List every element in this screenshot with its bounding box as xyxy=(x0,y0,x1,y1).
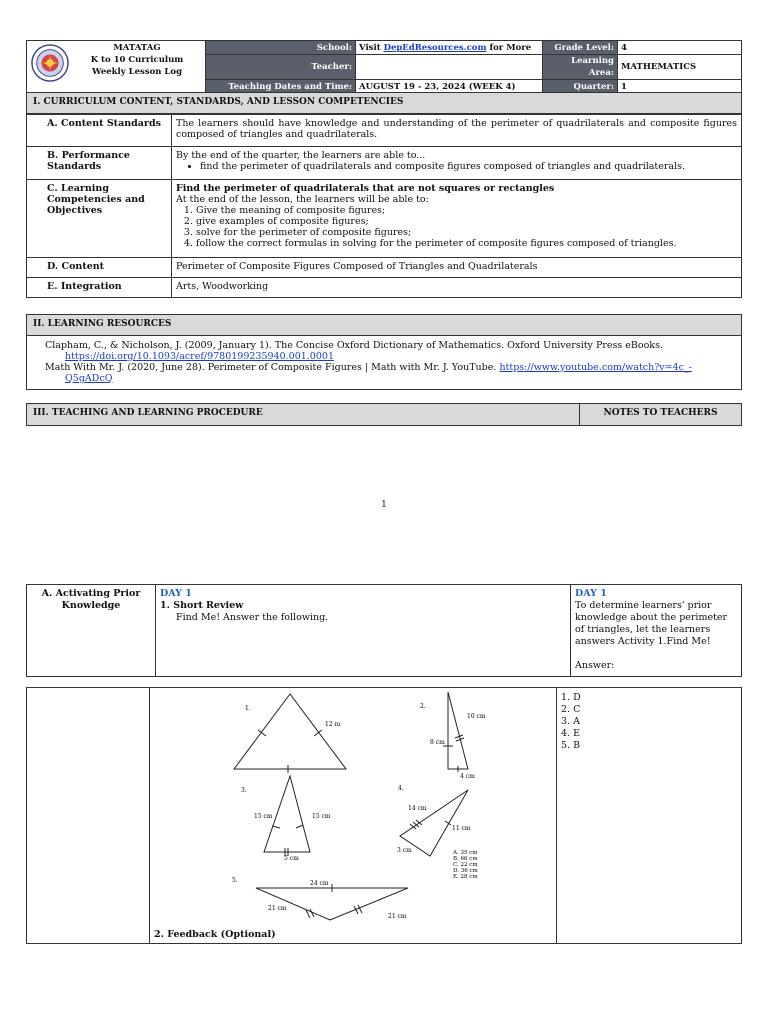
fig1-triangle xyxy=(234,694,346,769)
school-value: Visit DepEdResources.com for More xyxy=(356,41,543,55)
choice-item: E. 28 cm xyxy=(453,874,478,880)
content-standards-text: The learners should have knowledge and understanding of the perimeter of quadrilaterals and composite figures composed of triangles and quadrilaterals. xyxy=(172,115,742,147)
objective-item: 1. Give the meaning of composite figures; xyxy=(196,205,737,216)
performance-standards-cell xyxy=(172,147,742,180)
choice-item: A. 35 cm xyxy=(453,850,478,856)
triangles-figure xyxy=(150,688,556,924)
activity-notes xyxy=(571,585,742,677)
teacher-label: Teacher: xyxy=(206,55,356,80)
fig4-top-label: 14 cm xyxy=(408,805,427,812)
fig1-side-label: 12 m xyxy=(325,721,341,728)
fig3-base-label: 5 cm xyxy=(284,855,299,862)
fig5-triangle xyxy=(256,888,408,920)
area-label: Learning Area: xyxy=(543,55,618,80)
performance-standards-label: B. Performance Standards xyxy=(27,147,172,180)
short-review-title: 1. Short Review xyxy=(160,600,244,611)
feedback-title: 2. Feedback (Optional) xyxy=(154,929,276,940)
day-label: DAY 1 xyxy=(160,588,192,599)
reference-2: Math With Mr. J. (2020, June 28). Perimeter of Composite Figures | Math with Mr. J. YouTube. https://www.youtube.com/watch?v=4c_- Q5gADcQ xyxy=(45,362,692,384)
performance-bullet: • find the perimeter of quadrilaterals and composite figures composed of triangles and quadrilaterals. xyxy=(200,161,737,172)
competencies-label: C. Learning Competencies and Objectives xyxy=(27,180,172,258)
quarter-value: 1 xyxy=(618,80,742,94)
integration-text: Arts, Woodworking xyxy=(172,278,742,298)
notes-text: To determine learners' prior knowledge about the perimeter of triangles, let the learners answers Activity 1.Find Me! xyxy=(575,600,728,647)
integration-label: E. Integration xyxy=(27,278,172,298)
doc-type: Weekly Lesson Log xyxy=(91,67,183,77)
dates-label: Teaching Dates and Time: xyxy=(206,80,356,94)
figure-table xyxy=(26,687,742,944)
fig3-right-label: 15 cm xyxy=(312,813,331,820)
objective-item: 2. give examples of composite figures; xyxy=(196,216,737,227)
grade-value: 4 xyxy=(618,41,742,55)
area-value: MATHEMATICS xyxy=(618,55,742,80)
reference-1: Clapham, C., & Nicholson, J. (2009, January 1). The Concise Oxford Dictionary of Mathematics. Oxford University Press eBooks. https://doi.org/10.1093/acref/9780199235940.001.0001 xyxy=(45,340,663,362)
empty-label-cell xyxy=(27,688,150,944)
activity-content xyxy=(156,585,571,677)
fig4-number: 4. xyxy=(398,785,404,792)
curriculum-table xyxy=(26,114,742,298)
short-review-text: Find Me! Answer the following. xyxy=(176,612,329,623)
content-label: D. Content xyxy=(27,258,172,278)
answer-item: 5. B xyxy=(561,740,581,751)
activity-table xyxy=(26,584,742,677)
grade-label: Grade Level: xyxy=(543,41,618,55)
section3-heading: III. TEACHING AND LEARNING PROCEDURE xyxy=(27,404,580,426)
section3-heading-row xyxy=(26,403,742,426)
notes-day-label: DAY 1 xyxy=(575,588,607,599)
notes-heading: NOTES TO TEACHERS xyxy=(580,404,742,426)
fig5-left-label: 21 cm xyxy=(268,905,287,912)
fig5-right-label: 21 cm xyxy=(388,913,407,920)
fig3-left-label: 15 cm xyxy=(254,813,273,820)
depedresources-link[interactable]: DepEdResources.com xyxy=(383,42,487,53)
objectives-intro: At the end of the lesson, the learners will be able to: xyxy=(176,194,429,205)
school-label: School: xyxy=(206,41,356,55)
resources-box xyxy=(26,335,742,390)
lesson-log-header xyxy=(26,40,768,92)
notes-answer-label: Answer: xyxy=(575,660,615,671)
answers-cell xyxy=(557,688,742,944)
answer-choices xyxy=(452,850,479,880)
competencies-cell xyxy=(172,180,742,258)
fig2-leg-label: 8 cm xyxy=(430,739,445,746)
reference-2-link-cont[interactable]: Q5gADcQ xyxy=(65,373,113,384)
reference-1-link[interactable]: https://doi.org/10.1093/acref/9780199235940.001.0001 xyxy=(65,351,334,362)
objective-item: 3. solve for the perimeter of composite figures; xyxy=(196,227,737,238)
performance-intro: By the end of the quarter, the learners are able to... xyxy=(176,150,426,161)
content-standards-label: A. Content Standards xyxy=(27,115,172,147)
answer-item: 2. C xyxy=(561,704,581,715)
org-name: MATATAG xyxy=(113,43,161,53)
objective-item: 4. follow the correct formulas in solving for the perimeter of composite figures composed of triangles. xyxy=(196,238,737,249)
fig2-base-label: 4 cm xyxy=(460,773,475,780)
section1-heading: I. CURRICULUM CONTENT, STANDARDS, AND LESSON COMPETENCIES xyxy=(26,92,742,114)
activity-label: A. Activating Prior Knowledge xyxy=(27,585,156,677)
curriculum-name: K to 10 Curriculum xyxy=(90,55,184,65)
answer-item: 1. D xyxy=(561,692,581,703)
content-text: Perimeter of Composite Figures Composed of Triangles and Quadrilaterals xyxy=(172,258,742,278)
section2-heading: II. LEARNING RESOURCES xyxy=(26,314,742,336)
fig2-number: 2. xyxy=(420,703,426,710)
reference-2-link[interactable]: https://www.youtube.com/watch?v=4c_- xyxy=(499,362,692,373)
fig4-right-label: 11 cm xyxy=(452,825,471,832)
competency-title: Find the perimeter of quadrilaterals that are not squares or rectangles xyxy=(176,183,555,194)
page-number: 1 xyxy=(381,500,387,510)
fig1-number: 1. xyxy=(245,705,251,712)
fig5-top-label: 24 cm xyxy=(310,880,329,887)
answer-item: 3. A xyxy=(561,716,580,727)
quarter-label: Quarter: xyxy=(543,80,618,94)
choice-item: C. 22 cm xyxy=(453,862,478,868)
fig2-hyp-label: 10 cm xyxy=(467,713,486,720)
teacher-value xyxy=(356,55,543,80)
fig4-short-label: 3 cm xyxy=(397,847,412,854)
deped-seal-icon xyxy=(31,44,69,82)
header-title-cell xyxy=(27,41,206,94)
choice-item: B. 66 cm xyxy=(453,856,478,862)
answer-item: 4. E xyxy=(561,728,581,739)
figure-cell xyxy=(150,688,557,944)
fig2-triangle xyxy=(448,692,468,769)
fig3-number: 3. xyxy=(241,787,247,794)
fig5-number: 5. xyxy=(232,877,238,884)
dates-value: AUGUST 19 - 23, 2024 (WEEK 4) xyxy=(356,80,543,94)
choice-item: D. 36 cm xyxy=(453,868,478,874)
